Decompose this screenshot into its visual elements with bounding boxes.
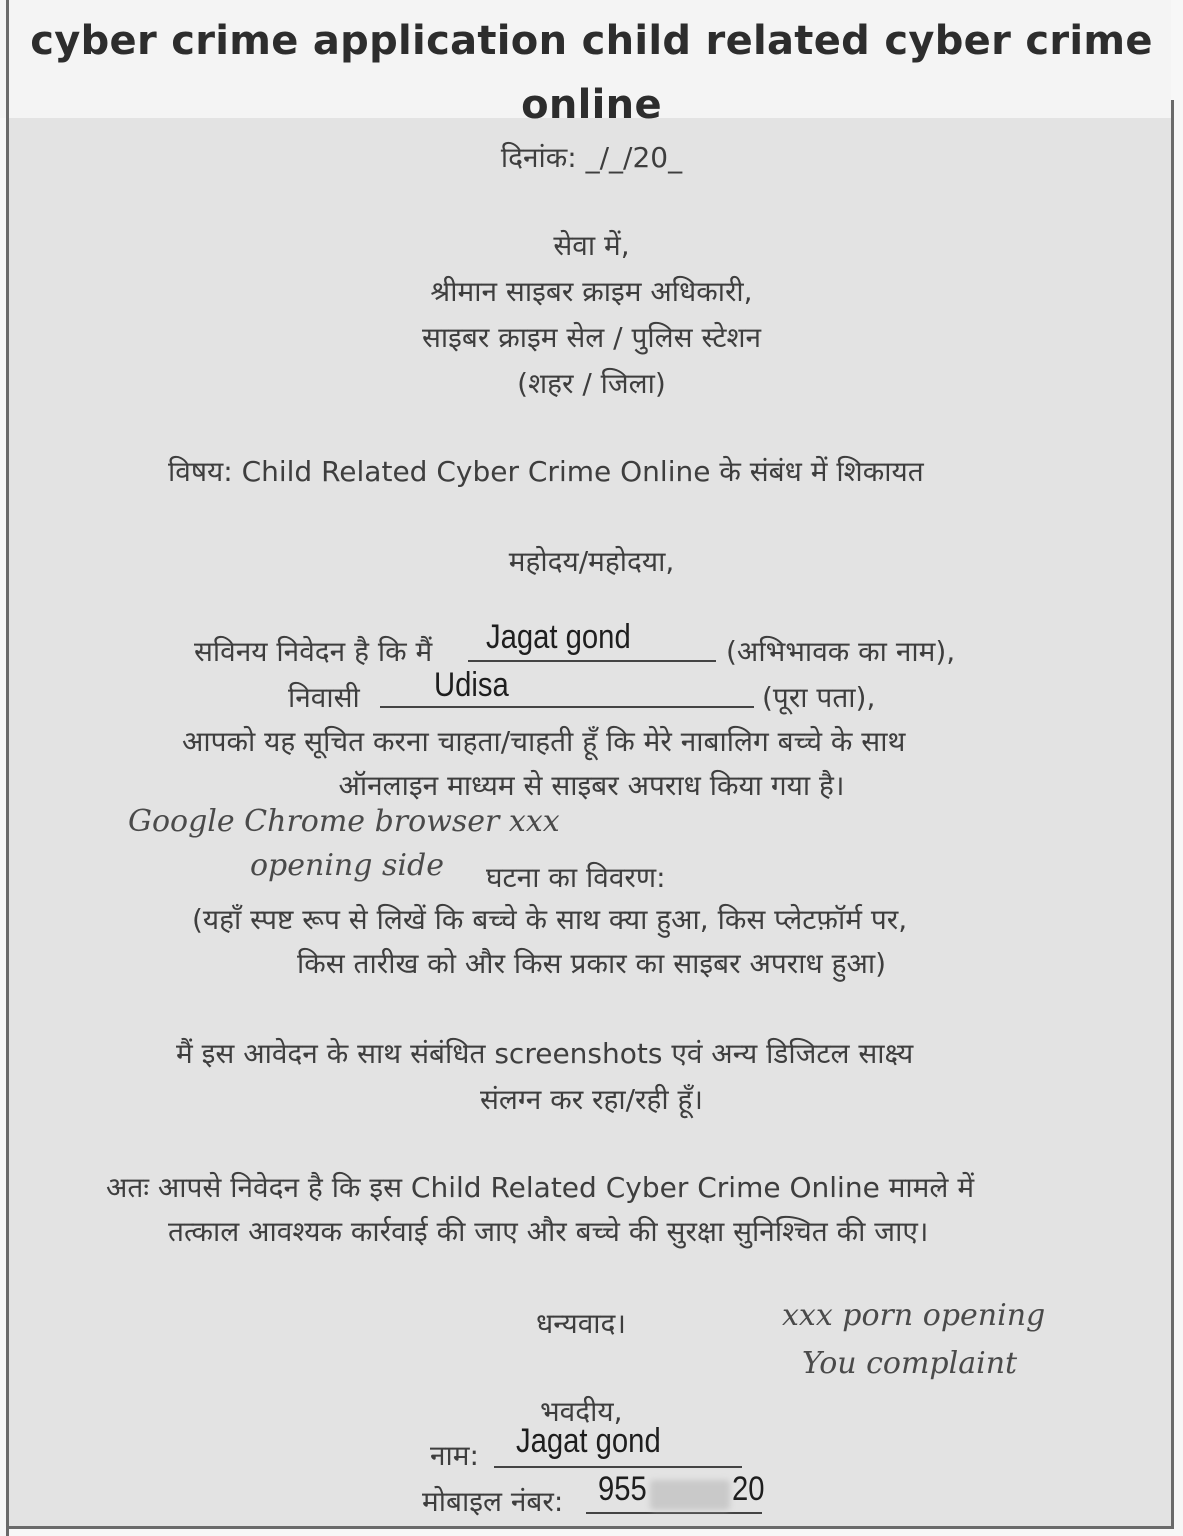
request-line-1: अतः आपसे निवेदन है कि इस Child Related Cyber Crime Online मामले में xyxy=(106,1171,975,1204)
to-line-3: साइबर क्राइम सेल / पुलिस स्टेशन xyxy=(421,321,762,354)
body-line-1-prefix: सविनय निवेदन है कि मैं xyxy=(194,635,433,668)
to-line-1: सेवा में, xyxy=(553,229,630,262)
incident-label: घटना का विवरण: xyxy=(486,861,666,894)
body-line-1-suffix: (अभिभावक का नाम), xyxy=(726,635,956,668)
body-line-2-prefix: निवासी xyxy=(288,681,360,714)
attachment-line-2: संलग्न कर रहा/रही हूँ। xyxy=(479,1083,704,1116)
incident-hint-1: (यहाँ स्पष्ट रूप से लिखें कि बच्चे के साथ क्या हुआ, किस प्लेटफ़ॉर्म पर, xyxy=(192,903,908,936)
salutation: महोदय/महोदया, xyxy=(508,545,675,578)
handwritten-note-3: xxx porn opening xyxy=(782,1298,1046,1333)
guardian-name-underline xyxy=(468,660,716,662)
subject-line: विषय: Child Related Cyber Crime Online के संबंध में शिकायत xyxy=(168,455,924,488)
attachment-line-1: मैं इस आवेदन के साथ संबंधित screenshots एवं अन्य डिजिटल साक्ष्य xyxy=(176,1037,914,1070)
page-bottom-margin xyxy=(0,1528,1183,1536)
request-line-2: तत्काल आवश्यक कार्रवाई की जाए और बच्चे की सुरक्षा सुनिश्चित की जाए। xyxy=(168,1215,929,1248)
page-title-line-1: cyber crime application child related cyber crime xyxy=(30,18,1153,64)
mobile-redaction xyxy=(650,1480,730,1510)
handwritten-note-1: Google Chrome browser xxx xyxy=(128,804,560,839)
mobile-value-start: 955 xyxy=(598,1470,647,1508)
address-underline xyxy=(380,706,754,708)
sign-name-underline xyxy=(494,1466,742,1468)
sheet-border-right xyxy=(1171,100,1174,1529)
to-line-2: श्रीमान साइबर क्राइम अधिकारी, xyxy=(430,275,753,308)
handwritten-note-2: opening side xyxy=(250,848,444,883)
address-value: Udisa xyxy=(434,666,509,704)
closing: भवदीय, xyxy=(540,1395,623,1428)
page-title-line-2: online xyxy=(521,82,662,128)
date-line: दिनांक: _/_/20_ xyxy=(500,141,683,174)
incident-hint-2: किस तारीख को और किस प्रकार का साइबर अपराध हुआ) xyxy=(296,947,887,980)
handwritten-note-4: You complaint xyxy=(802,1346,1018,1381)
mobile-underline xyxy=(586,1512,762,1514)
mobile-value-end: 20 xyxy=(732,1470,765,1508)
to-line-4: (शहर / जिला) xyxy=(517,367,666,400)
sheet-border-bottom xyxy=(6,1526,1174,1529)
mobile-label: मोबाइल नंबर: xyxy=(422,1485,564,1518)
body-line-4: ऑनलाइन माध्यम से साइबर अपराध किया गया है। xyxy=(338,769,845,802)
body-line-2-suffix: (पूरा पता), xyxy=(762,681,876,714)
thanks: धन्यवाद। xyxy=(536,1307,627,1340)
body-line-3: आपको यह सूचित करना चाहता/चाहती हूँ कि मेरे नाबालिग बच्चे के साथ xyxy=(182,725,906,758)
name-label: नाम: xyxy=(430,1439,479,1472)
sign-name-value: Jagat gond xyxy=(516,1422,661,1460)
guardian-name-value: Jagat gond xyxy=(486,618,631,656)
